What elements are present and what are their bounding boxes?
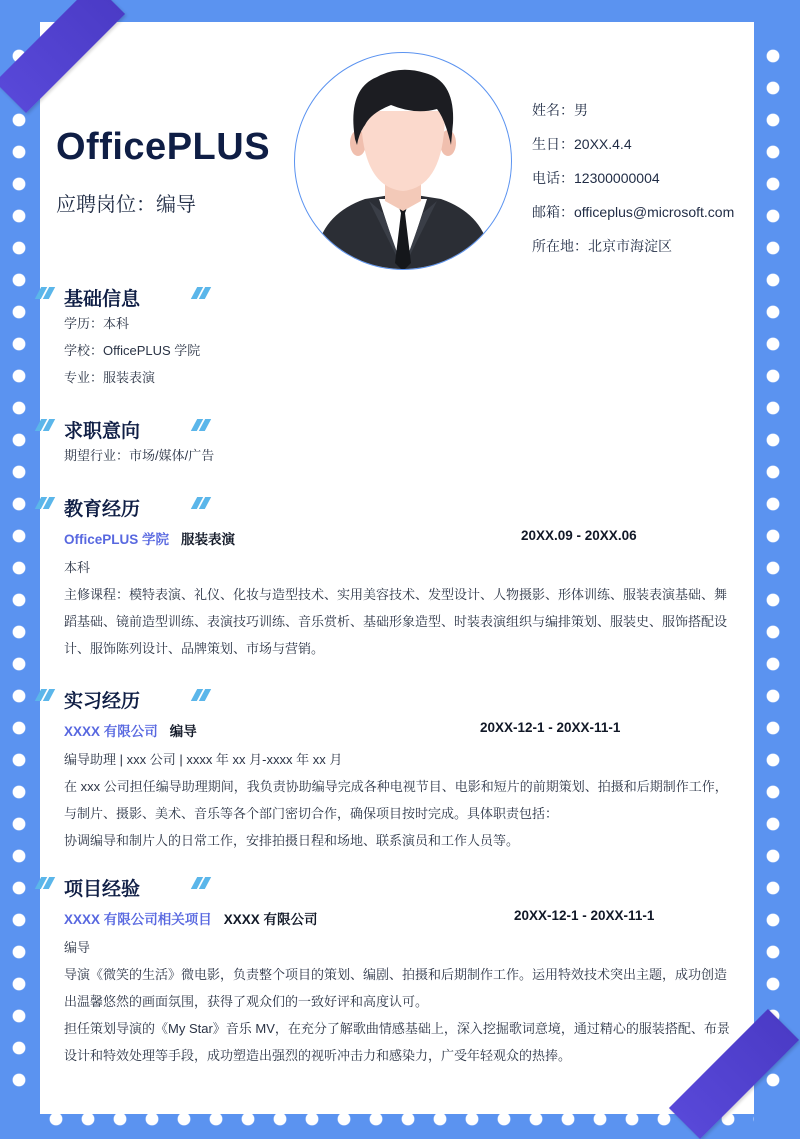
- double-slash-icon: [34, 419, 56, 431]
- personal-email[interactable]: 邮箱：officeplus@microsoft.com: [532, 204, 735, 220]
- candidate-name: OfficePLUS: [56, 126, 271, 168]
- double-slash-icon: [190, 419, 212, 431]
- section-title: 求职意向: [64, 421, 141, 442]
- internship-subtitle: 编导助理 | xxx 公司 | xxxx 年 xx 月-xxxx 年 xx 月: [64, 752, 343, 767]
- applied-position: 应聘岗位：编导: [56, 194, 196, 216]
- personal-info-list: [532, 100, 734, 270]
- double-slash-icon: [190, 287, 212, 299]
- section-job-intent: [0, 416, 672, 473]
- personal-birthday: 生日：20XX.4.4: [532, 136, 632, 152]
- double-slash-icon: [190, 497, 212, 509]
- project-entry-header: [64, 908, 736, 934]
- section-internship: [0, 686, 728, 850]
- personal-gender: 姓名：男: [532, 102, 588, 118]
- avatar: [294, 52, 512, 270]
- double-slash-icon: [34, 877, 56, 889]
- section-education: [0, 494, 728, 658]
- section-header: [0, 494, 672, 524]
- personal-phone: 电话：12300000004: [532, 170, 660, 186]
- school: 学校：OfficePLUS 学院: [64, 343, 201, 358]
- bottom-dot-border: [40, 1112, 754, 1126]
- project-date: 20XX-12-1 - 20XX-11-1: [514, 908, 655, 923]
- internship-entry-header: [64, 720, 736, 746]
- project-company: XXXX 有限公司: [223, 912, 318, 927]
- project-role: 编导: [64, 940, 91, 955]
- section-header: [0, 874, 672, 904]
- education-courses: 主修课程：模特表演、礼仪、化妆与造型技术、实用美容技术、发型设计、人物摄影、形体训练、服装表演基础、舞蹈基础、镜前造型训练、表演技巧训练、音乐赏析、基础形象造型、时装表演组织与编排策划、服装史、服饰搭配设计、服饰陈列设计、品牌策划、市场与营销。: [64, 587, 728, 656]
- education-level: 学历：本科: [64, 316, 130, 331]
- section-title: 基础信息: [64, 289, 141, 310]
- section-projects: [0, 874, 730, 1065]
- project-name: XXXX 有限公司相关项目: [64, 912, 212, 927]
- internship-description: 在 xxx 公司担任编导助理期间，我负责协助编导完成各种电视节目、电影和短片的前期策划、拍摄和后期制作工作，与制片、摄影、美术、音乐等各个部门密切合作，确保项目按时完成。具体职责包括：: [64, 779, 728, 821]
- double-slash-icon: [34, 689, 56, 701]
- personal-location: 所在地：北京市海淀区: [532, 238, 672, 254]
- internship-role: 编导: [169, 724, 197, 739]
- section-basic-info: [0, 284, 672, 395]
- major: 专业：服装表演: [64, 370, 156, 385]
- project-description-1: 导演《微笑的生活》微电影，负责整个项目的策划、编剧、拍摄和后期制作工作。运用特效技术突出主题，成功创造出温馨悠然的画面氛围，获得了观众们的一致好评和高度认可。: [64, 967, 728, 1009]
- section-title: 实习经历: [64, 691, 141, 712]
- internship-duties: 协调编导和制片人的日常工作，安排拍摄日程和场地、联系演员和工作人员等。: [64, 833, 520, 848]
- expected-industry: 期望行业：市场/媒体/广告: [64, 448, 215, 463]
- double-slash-icon: [34, 287, 56, 299]
- internship-date: 20XX-12-1 - 20XX-11-1: [480, 720, 621, 735]
- right-dot-border: [766, 40, 780, 1100]
- internship-company: XXXX 有限公司: [64, 724, 158, 739]
- section-header: [0, 686, 672, 716]
- double-slash-icon: [190, 689, 212, 701]
- avatar-illustration: [295, 53, 511, 269]
- double-slash-icon: [34, 497, 56, 509]
- section-title: 教育经历: [64, 499, 141, 520]
- education-school: OfficePLUS 学院: [64, 532, 170, 547]
- project-description-2: 担任策划导演的《My Star》音乐 MV，在充分了解歌曲情感基础上，深入挖掘歌词意境，通过精心的服装搭配、布景设计和特效处理等手段，成功塑造出强烈的视听冲击力和感染力，广受年轻观众的热捧。: [64, 1021, 730, 1063]
- education-major: 服装表演: [181, 532, 236, 547]
- education-date: 20XX.09 - 20XX.06: [521, 528, 637, 543]
- section-title: 项目经验: [64, 879, 141, 900]
- education-entry-header: [64, 528, 736, 554]
- education-degree: 本科: [64, 560, 91, 575]
- double-slash-icon: [190, 877, 212, 889]
- scalloped-top-edge: [40, 0, 754, 44]
